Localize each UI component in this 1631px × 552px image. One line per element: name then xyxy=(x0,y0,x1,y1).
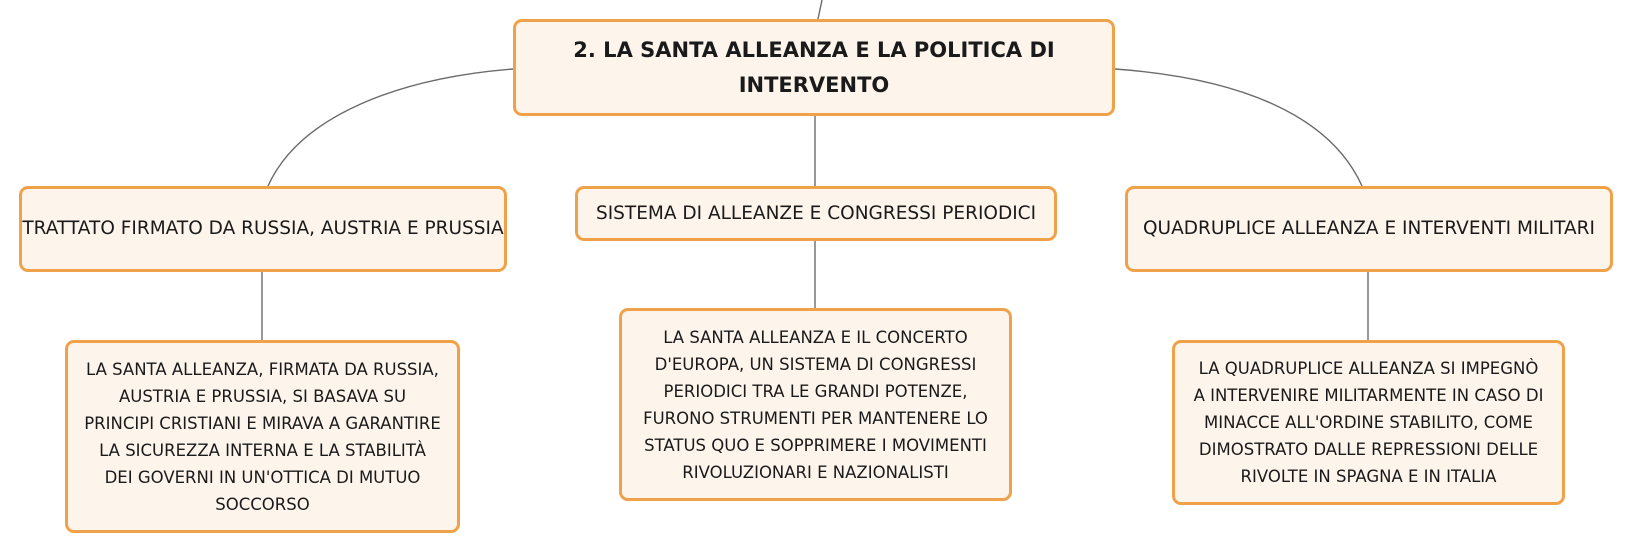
detail-topic-quadruplice[interactable] xyxy=(1172,340,1565,505)
branch-topic-label: QUADRUPLICE ALLEANZA E INTERVENTI MILITARI xyxy=(1143,218,1595,239)
connector-root-to-branch-1 xyxy=(268,69,513,186)
detail-topic-text: LA QUADRUPLICE ALLEANZA SI IMPEGNÒ A INTERVENIRE MILITARMENTE IN CASO DI MINACCE ALL'ORDINE STABILITO, COME DIMOSTRATO DALLE REPRESSIONI DELLE RIVOLTE IN SPAGNA E IN ITALIA xyxy=(1193,359,1544,486)
branch-topic-quadruplice[interactable] xyxy=(1125,186,1613,272)
branch-topic-label: SISTEMA DI ALLEANZE E CONGRESSI PERIODICI xyxy=(595,202,1037,224)
branch-topic-label: TRATTATO FIRMATO DA RUSSIA, AUSTRIA E PRUSSIA xyxy=(22,218,504,239)
connector-parent-to-root xyxy=(818,0,822,19)
detail-topic-text: LA SANTA ALLEANZA E IL CONCERTO D'EUROPA, UN SISTEMA DI CONGRESSI PERIODICI TRA LE GRANDI POTENZE, FURONO STRUMENTI PER MANTENERE LO STATUS QUO E SOPPRIMERE I MOVIMENTI RIVOLUZIONARI E NAZIONALISTI xyxy=(643,327,988,482)
connector-root-to-branch-3 xyxy=(1115,69,1362,186)
root-topic-label: 2. LA SANTA ALLEANZA E LA POLITICA DI INTERVENTO xyxy=(573,37,1055,97)
detail-topic-text: LA SANTA ALLEANZA, FIRMATA DA RUSSIA, AUSTRIA E PRUSSIA, SI BASAVA SU PRINCIPI CRISTIANI E MIRAVA A GARANTIRE LA SICUREZZA INTERNA E LA STABILITÀ DEI GOVERNI IN UN'OTTICA DI MUTUO SOCCORSO xyxy=(84,359,441,514)
branch-topic-sistema[interactable] xyxy=(575,186,1057,241)
detail-topic-sistema[interactable] xyxy=(619,308,1012,501)
detail-topic-trattato[interactable] xyxy=(65,340,460,533)
root-topic[interactable] xyxy=(513,19,1115,116)
branch-topic-trattato[interactable] xyxy=(19,186,507,272)
